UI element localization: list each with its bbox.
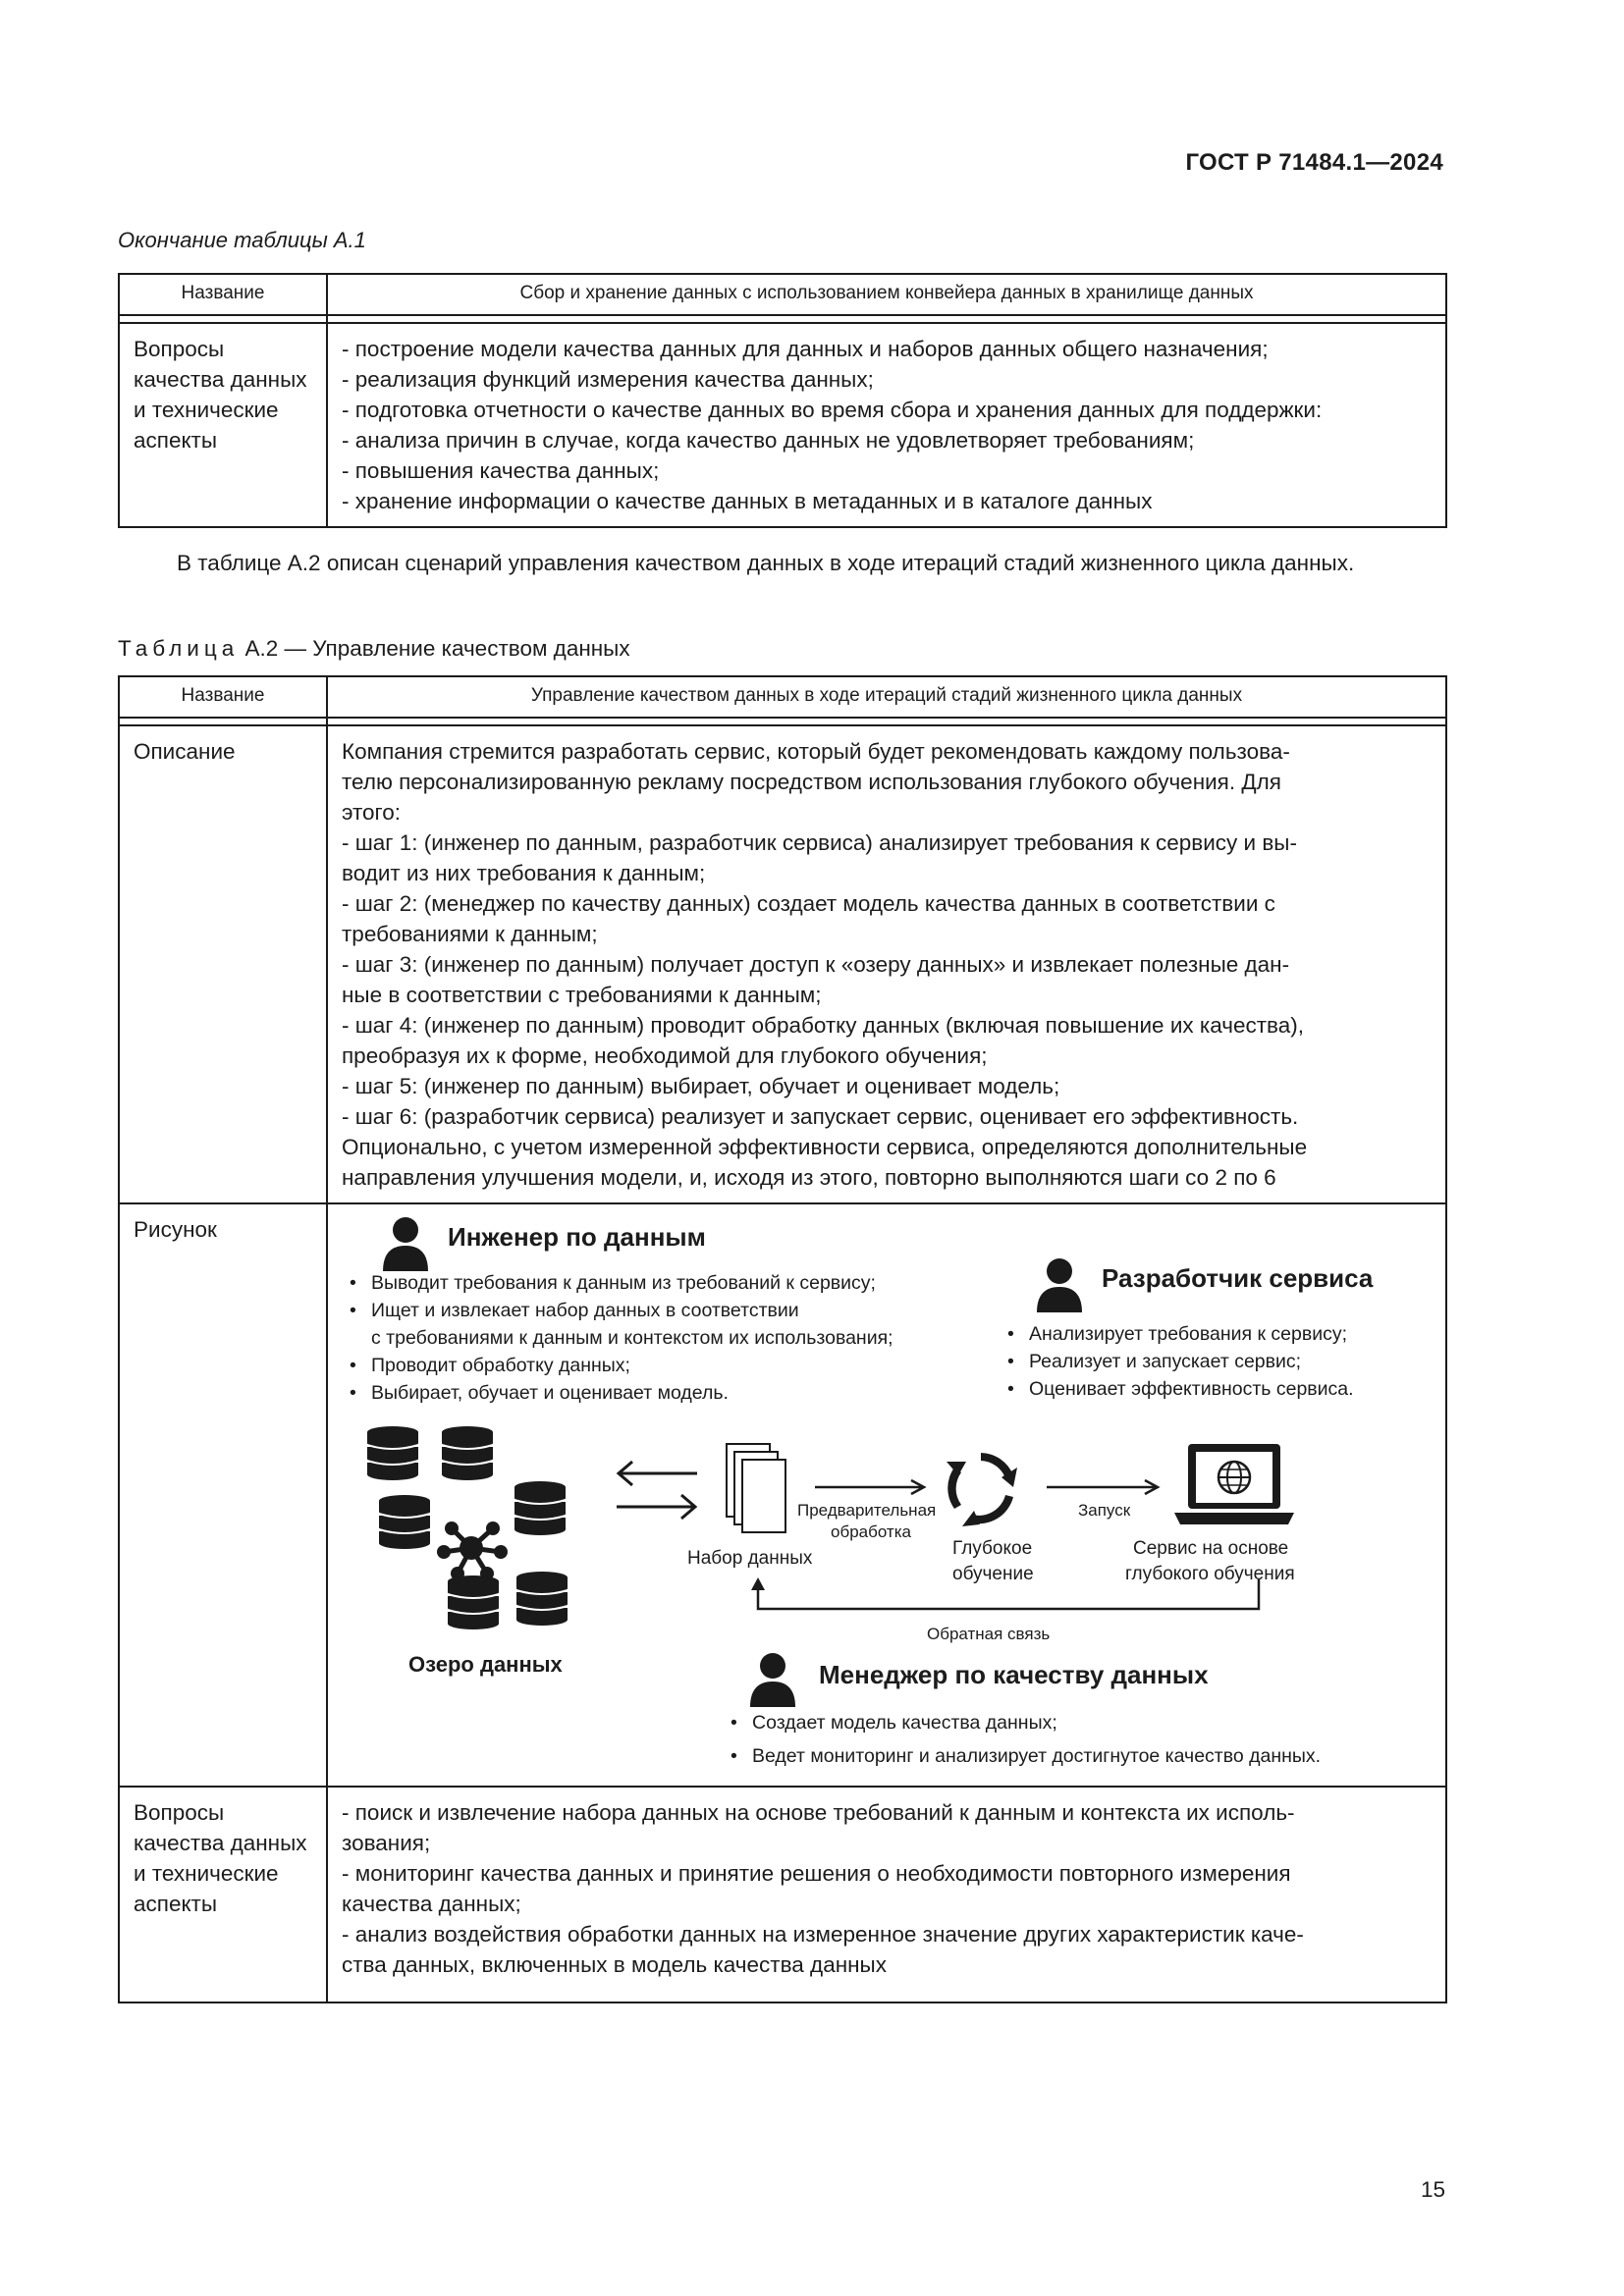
figure-cell <box>327 1203 1446 1787</box>
page-number: 15 <box>1420 2177 1445 2202</box>
dataset-documents-icon <box>725 1442 789 1538</box>
text-line: ные в соответствии с требованиями к данным; <box>342 983 822 1007</box>
list-item: • Создает модель качества данных; <box>731 1709 1321 1736</box>
feedback-label: Обратная связь <box>927 1625 1051 1643</box>
service-label-2: глубокого обучения <box>1125 1564 1295 1584</box>
column-header-name: Название <box>119 274 327 315</box>
service-developer-title: Разработчик сервиса <box>1102 1263 1374 1293</box>
text-line: - анализа причин в случае, когда качество данных не удовлетворяет требованиям; <box>342 428 1195 453</box>
text-line: - реализация функций измерения качества данных; <box>342 367 874 392</box>
data-lake-label: Озеро данных <box>408 1652 563 1677</box>
list-item-continuation <box>350 1324 893 1352</box>
text-line: преобразуя их к форме, необходимой для глубокого обучения; <box>342 1043 988 1068</box>
text-line: - поиск и извлечение набора данных на основе требований к данным и контекста их исполь- <box>342 1800 1295 1825</box>
table-caption-title: А.2 — Управление качеством данных <box>244 636 630 661</box>
preprocessing-label-1: Предварительная <box>797 1501 937 1520</box>
list-item: • Выводит требования к данным из требований к сервису; <box>350 1269 893 1297</box>
column-header-name: Название <box>119 676 327 718</box>
quality-manager-duties <box>731 1709 1321 1770</box>
row-value-issues <box>327 323 1446 527</box>
preprocessing-label-2: обработка <box>831 1522 911 1541</box>
text-line: - шаг 2: (менеджер по качеству данных) создает модель качества данных в соответствии с <box>342 891 1275 916</box>
text-line: - шаг 4: (инженер по данным) проводит обработку данных (включая повышение их качества), <box>342 1013 1304 1038</box>
text-line: - шаг 6: (разработчик сервиса) реализует и запускает сервис, оценивает его эффективность. <box>342 1104 1299 1129</box>
cycle-icon <box>941 1448 1021 1528</box>
service-developer-duties <box>1007 1320 1354 1403</box>
list-item: • Реализует и запускает сервис; <box>1007 1348 1354 1375</box>
row-value-description <box>327 725 1446 1203</box>
row-name-issues: Вопросы качества данных и технические аспекты <box>119 1787 327 2002</box>
exchange-arrows-icon <box>613 1458 701 1526</box>
table-caption-prefix: Таблица <box>118 636 240 661</box>
standard-number: ГОСТ Р 71484.1—2024 <box>1185 149 1443 176</box>
arrow-right-icon <box>813 1477 929 1497</box>
text-line: ства данных, включенных в модель качества данных <box>342 1952 887 1977</box>
text-line: этого: <box>342 800 402 825</box>
deep-learning-label-2: обучение <box>952 1564 1034 1584</box>
list-item: • Выбирает, обучает и оценивает модель. <box>350 1379 893 1407</box>
text-line: - шаг 1: (инженер по данным, разработчик сервиса) анализирует требования к сервису и вы- <box>342 830 1297 855</box>
arrow-right-icon <box>1045 1477 1163 1497</box>
data-engineer-title: Инженер по данным <box>448 1222 706 1252</box>
text-line: зования; <box>342 1831 431 1855</box>
list-item: • Проводит обработку данных; <box>350 1352 893 1379</box>
row-value-issues <box>327 1787 1446 2002</box>
text-line: Опционально, с учетом измеренной эффективности сервиса, определяются дополнительные <box>342 1135 1308 1159</box>
list-item: • Ищет и извлекает набор данных в соответствии <box>350 1297 893 1324</box>
text-line: - шаг 3: (инженер по данным) получает доступ к «озеру данных» и извлекает полезные дан- <box>342 952 1290 977</box>
list-item: • Ведет мониторинг и анализирует достигнутое качество данных. <box>731 1742 1321 1770</box>
table-caption <box>118 636 630 662</box>
text-line: - повышения качества данных; <box>342 458 660 483</box>
text-line: Компания стремится разработать сервис, который будет рекомендовать каждому пользова- <box>342 739 1290 764</box>
table-a1-end <box>118 273 1447 528</box>
launch-label: Запуск <box>1078 1501 1131 1520</box>
text-line: - шаг 5: (инженер по данным) выбирает, обучает и оценивает модель; <box>342 1074 1060 1098</box>
data-engineer-duties <box>350 1269 893 1407</box>
laptop-icon <box>1170 1442 1298 1526</box>
column-header-value: Сбор и хранение данных с использованием конвейера данных в хранилище данных <box>327 274 1446 315</box>
text-line: требованиями к данным; <box>342 922 598 946</box>
text-line: направления улучшения модели, и, исходя из этого, повторно выполняются шаги со 2 по 6 <box>342 1165 1276 1190</box>
lifecycle-figure <box>328 1204 1428 1769</box>
text-line: - мониторинг качества данных и принятие решения о необходимости повторного измерения <box>342 1861 1291 1886</box>
row-name-description: Описание <box>119 725 327 1203</box>
text-line: водит из них требования к данным; <box>342 861 706 885</box>
quality-manager-title: Менеджер по качеству данных <box>819 1660 1209 1689</box>
text-line: - подготовка отчетности о качестве данных во время сбора и хранения данных для поддержки: <box>342 398 1323 422</box>
text-line: - хранение информации о качестве данных в метаданных и в каталоге данных <box>342 489 1153 513</box>
text-line: - построение модели качества данных для данных и наборов данных общего назначения; <box>342 337 1269 361</box>
person-icon <box>748 1652 797 1707</box>
feedback-loop-arrow <box>744 1577 1265 1617</box>
list-item-continuation-text: с требованиями к данным и контекстом их использования; <box>371 1327 893 1349</box>
person-icon <box>381 1216 430 1271</box>
table-continuation-label: Окончание таблицы А.1 <box>118 228 366 252</box>
list-item: • Анализирует требования к сервису; <box>1007 1320 1354 1348</box>
column-header-value: Управление качеством данных в ходе итераций стадий жизненного цикла данных <box>327 676 1446 718</box>
row-name-figure: Рисунок <box>119 1203 327 1787</box>
list-item: • Оценивает эффективность сервиса. <box>1007 1375 1354 1403</box>
person-icon <box>1035 1257 1084 1312</box>
deep-learning-label-1: Глубокое <box>952 1538 1033 1559</box>
text-line: - анализ воздействия обработки данных на измеренное значение других характеристик каче- <box>342 1922 1304 1947</box>
text-line: качества данных; <box>342 1892 521 1916</box>
data-lake-illustration <box>367 1426 573 1652</box>
service-label-1: Сервис на основе <box>1133 1538 1289 1559</box>
intro-paragraph: В таблице А.2 описан сценарий управления качеством данных в ходе итераций стадий жизненного цикла данных. <box>177 551 1355 575</box>
row-name-issues: Вопросы качества данных и технические аспекты <box>119 323 327 527</box>
text-line: телю персонализированную рекламу посредством использования глубокого обучения. Для <box>342 770 1281 794</box>
table-a2 <box>118 675 1447 2003</box>
dataset-label: Набор данных <box>687 1548 813 1569</box>
